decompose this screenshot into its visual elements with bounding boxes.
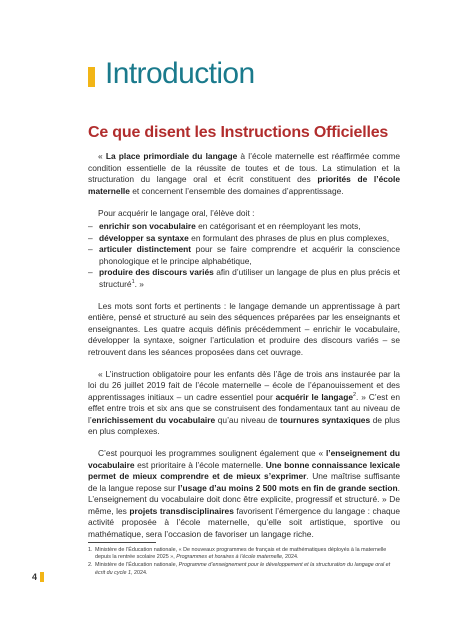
footnote-2 (88, 562, 400, 576)
bullet-text: afin d’utiliser un langage de plus en plus précis et structuré (99, 267, 400, 289)
footnote-divider (88, 542, 156, 543)
bullet-bold: produire des discours variés (99, 267, 214, 277)
p5-text-e: . L’enseignement du vocabulaire doit donc être explicite, progressif et structuré. » De même, les (88, 482, 400, 516)
list-item (88, 244, 400, 267)
paragraph-5 (88, 448, 400, 540)
page-number: 4 (32, 572, 38, 582)
p5-bold-2: Une bonne connaissance lexicale permet de mieux comprendre et de mieux s’exprimer (88, 459, 400, 481)
section-heading: Ce que disent les Instructions Officielles (88, 124, 389, 141)
paragraph-1 (88, 151, 400, 197)
footnote-end: , 2024. (130, 569, 148, 576)
bullet-text: pour se faire comprendre et acquérir la conscience phonologique et le principe alphabétique, (99, 244, 400, 266)
footnote-ref: 2 (352, 391, 357, 398)
bullet-dash: – (88, 267, 93, 277)
footnote-title: Programme d’enseignement pour le développement et la structuration du langage oral et écrit du cycle 1 (95, 562, 391, 576)
list-item (88, 267, 400, 290)
p5-bold-4: projets transdisciplinaires (129, 505, 234, 516)
bullet-dash: – (88, 232, 93, 243)
title-accent-bar (88, 67, 95, 87)
page-number-block (32, 572, 44, 582)
paragraph-2-intro: Pour acquérir le langage oral, l’élève doit : (98, 207, 255, 218)
p5-text-a: C’est pourquoi les programmes soulignent également que « (98, 448, 326, 458)
p1-text-d: et concernent l’ensemble des domaines d’apprentissage. (129, 185, 344, 196)
footnote-text: Ministère de l’Éducation nationale, « De nouveaux programmes de français et de mathématiques déployés à la maternelle depuis la rentrée scolaire 2025 », (95, 547, 387, 561)
paragraph-3: Les mots sont forts et pertinents : le langage demande un apprentissage à part entière, pensé et structuré au sein des séquences préparées par les enseignants et enseignantes. Les quatre acquis définis précédemment – enrichir le vocabulaire, développer la syntaxe, soigner l’articulation et produire des discours variés – se retrouvent dans les séances proposées dans cet ouvrage. (88, 300, 400, 357)
footnote-1 (88, 547, 400, 561)
list-item (88, 221, 400, 233)
footnote-end: , 2024. (281, 554, 299, 561)
p1-text-c: à l’école maternelle est réaffirmée comme condition essentielle de la réussite de toutes et de tous. La stimulation et la structuration du langage oral et écrit constituent des (88, 151, 400, 184)
bullet-list (88, 221, 400, 290)
p5-bold-1: l’enseignement du vocabulaire (88, 448, 400, 470)
bullet-dash: – (88, 221, 93, 231)
p5-text-c: est prioritaire à l’école maternelle. (134, 459, 266, 470)
bullet-text: en formulant des phrases de plus en plus complexes, (188, 232, 390, 243)
footnote-number: 1. (88, 547, 93, 553)
p4-text-c: . » C’est en effet entre trois et six ans que se construisent des fondamentaux tant au niveau de l’ (88, 391, 400, 425)
bullet-bold: articuler distinctement (99, 244, 192, 254)
footnote-number: 2. (88, 562, 93, 569)
p1-bold-2: priorités de l’école maternelle (88, 174, 400, 196)
footnote-ref: 1 (131, 278, 135, 285)
p4-bold-3: tournures syntaxiques (280, 414, 371, 425)
p5-bold-3: l’usage d’au moins 2 500 mots en fin de grande section (177, 482, 398, 493)
body-text (88, 151, 400, 551)
paragraph-4 (88, 369, 400, 438)
footnote-text: Ministère de l’Éducation nationale, (95, 562, 179, 569)
p5-text-d: . Une maîtrise suffisante de la langue repose sur (88, 471, 400, 493)
chapter-title: Introduction (105, 57, 255, 90)
bullet-text: en catégorisant et en réemployant les mots, (195, 221, 361, 231)
bullet-bold: développer sa syntaxe (99, 232, 189, 243)
p1-bold-1: La place primordiale du langage (105, 151, 238, 161)
bullet-bold: enrichir son vocabulaire (99, 221, 196, 231)
p4-text-a: « L’instruction obligatoire pour les enfants dès l’âge de trois ans instaurée par la loi du 26 juillet 2019 fait de l’école maternelle – école de l’épanouissement et des apprentissages initiaux – un cadre essentiel pour (88, 368, 400, 402)
p4-bold-1: acquérir le langage (275, 391, 353, 402)
p4-bold-2: enrichissement du vocabulaire (91, 414, 216, 425)
p4-text-d: qu’au niveau de (215, 414, 281, 425)
chapter-title-block (88, 54, 255, 94)
page-accent-bar (40, 572, 44, 582)
footnotes (88, 547, 400, 578)
list-item (88, 233, 400, 245)
bullet-dash: – (88, 244, 93, 254)
p1-text-a: « (98, 151, 106, 161)
footnote-title: Programmes et horaires à l’école maternelle (176, 554, 282, 561)
p5-text-f: favorisent l’émergence du langage : chaque activité proposée à l’école maternelle, qu’elle soit artistique, sportive ou mathématique, sera l’occasion de favoriser un langage riche. (88, 505, 400, 539)
p4-text-e: de plus en plus complexes. (88, 414, 400, 436)
bullet-end: . » (134, 278, 144, 289)
